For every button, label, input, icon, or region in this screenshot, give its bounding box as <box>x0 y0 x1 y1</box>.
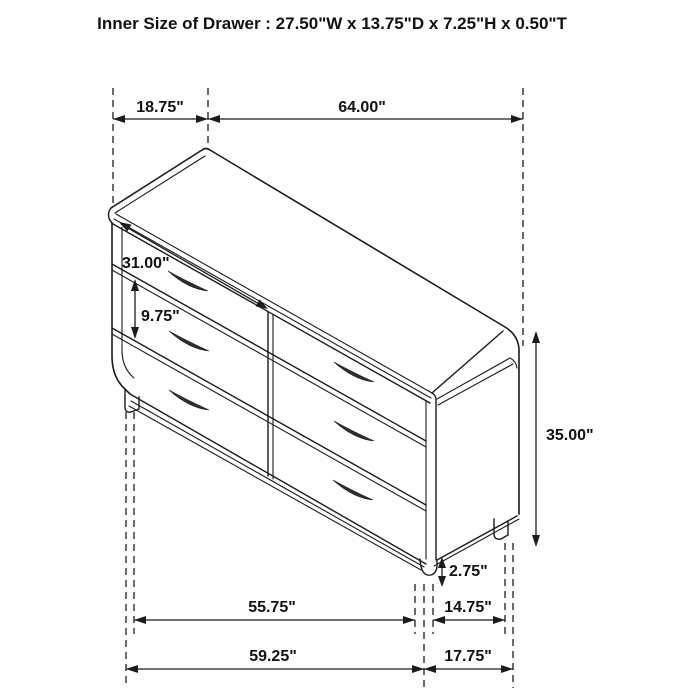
dim-label-base-side-span: 17.75" <box>444 648 492 665</box>
drawer-handle <box>169 331 209 351</box>
dim-label-feet-side-span: 14.75" <box>444 599 492 616</box>
drawer-handle <box>169 390 209 410</box>
bottom-dimensions-row2 <box>126 648 513 673</box>
dim-label-height: 35.00" <box>546 427 594 444</box>
page-title: Inner Size of Drawer : 27.50"W x 13.75"D x 7.25"H x 0.50"T <box>97 14 567 33</box>
drawer-handle <box>334 362 374 382</box>
dim-label-base-front-span: 59.25" <box>249 648 297 665</box>
drawer-width-dimension <box>119 222 268 309</box>
dim-label-drawer-width: 31.00" <box>122 255 170 272</box>
dim-label-feet-front-span: 55.75" <box>248 599 296 616</box>
drawer-handle <box>334 421 374 441</box>
dim-label-drawer-height: 9.75" <box>141 308 180 325</box>
dresser-drawing <box>108 149 519 576</box>
drawer-handle <box>333 480 373 500</box>
dim-label-foot-height: 2.75" <box>449 563 488 580</box>
dim-label-top-depth: 18.75" <box>136 99 184 116</box>
dim-label-top-width: 64.00" <box>338 99 386 116</box>
drawer-handles <box>168 271 374 500</box>
foot-height-dimension <box>438 557 488 587</box>
height-dimension <box>532 331 594 547</box>
